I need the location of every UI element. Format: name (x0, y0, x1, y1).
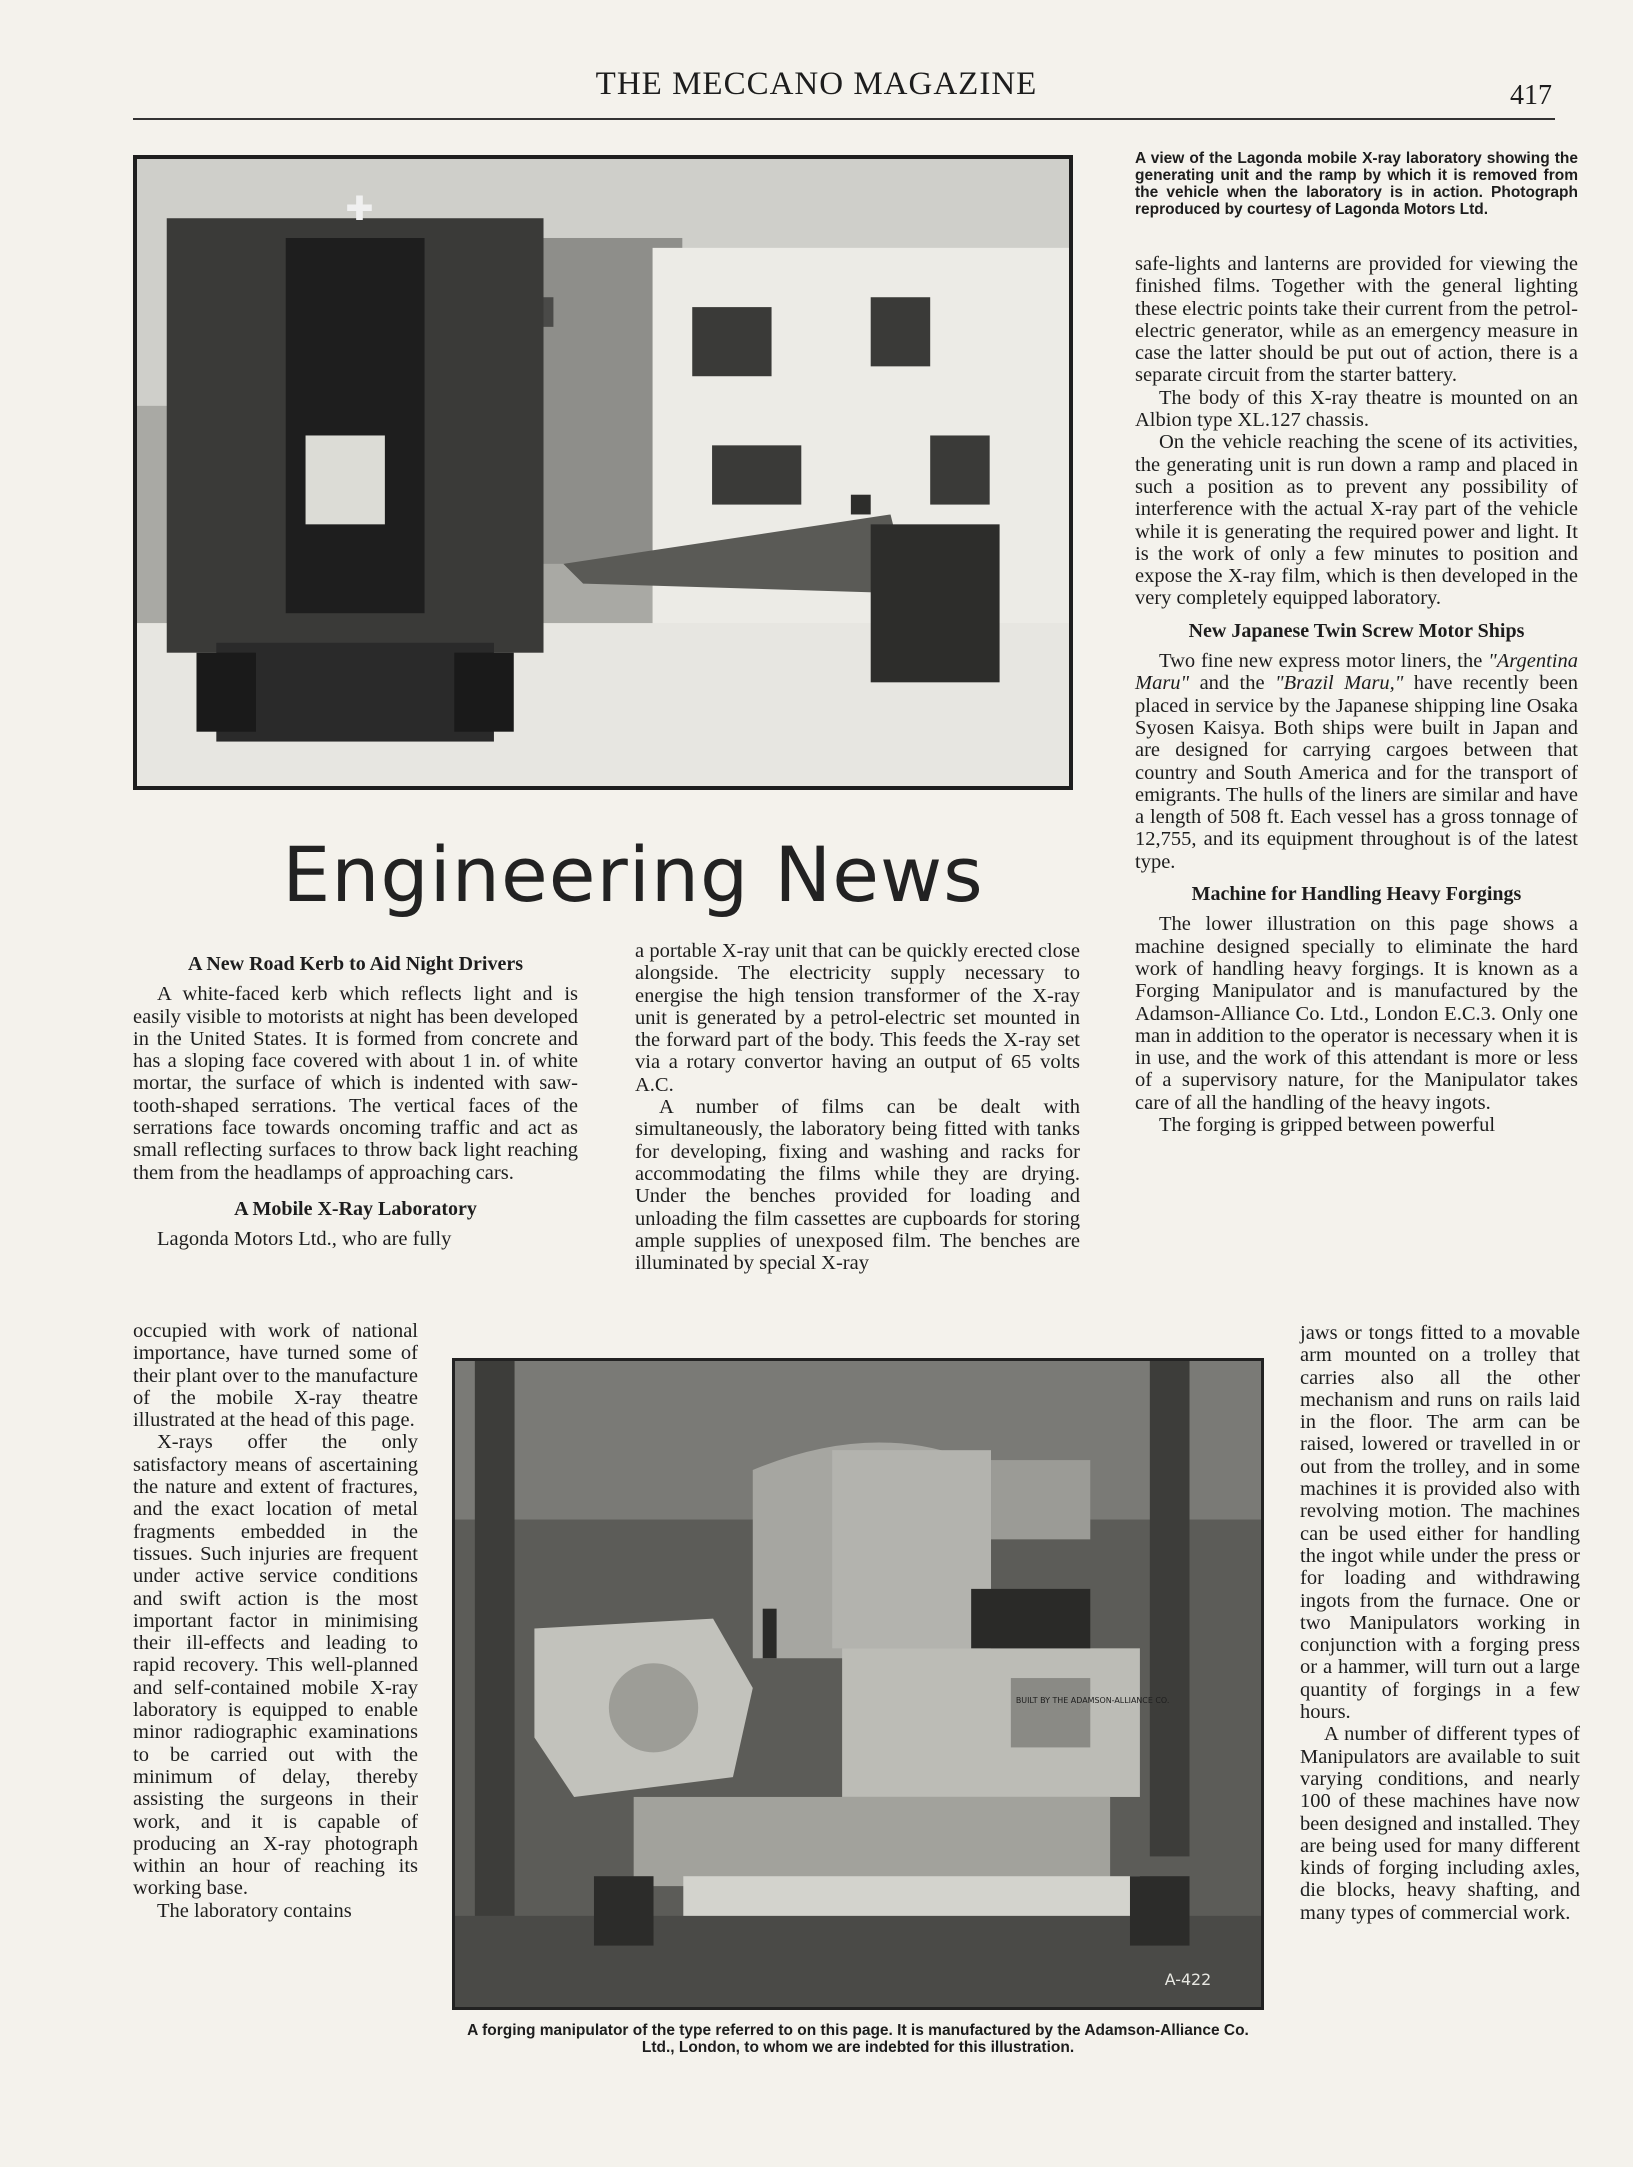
ships-text-a: Two fine new express motor liners, the (1159, 650, 1489, 673)
xray-middle-paragraph-2: A number of films can be dealt with simultaneously, the laboratory being fitted with tanks for developing, fixing and washing and racks for accommodating the films while they are drying. Under the benches provided for loading and unloading the film cassettes are cupboards for storing ample supplies of unexposed film. The benches are illuminated by special X-ray (635, 1096, 1080, 1275)
forgings-paragraph-3: A number of different types of Manipulators are available to suit varying conditions, and nearly 100 of these machines have now been designed and installed. They are being used for many different kinds of forging including axles, die blocks, heavy shafting, and many types of commercial work. (1300, 1723, 1580, 1924)
xray-middle-paragraph-1: a portable X-ray unit that can be quickly erected close alongside. The electricity supply necessary to energise the high tension transformer of the X-ray unit is generated by a petrol-electric set mounted in the forward part of the body. This feeds the X-ray set via a rotary convertor having an output of 65 volts A.C. (635, 940, 1080, 1096)
page-header-title: THE MECCANO MAGAZINE (595, 66, 1038, 102)
xray-paragraph-first-line: Lagonda Motors Ltd., who are fully (157, 1228, 452, 1251)
photo-plate-label: A-422 (1164, 1970, 1212, 1990)
ship-name-brazil: "Brazil Maru," (1275, 672, 1404, 695)
xray-heading: A Mobile X-Ray Laboratory (234, 1197, 477, 1220)
xray-paragraph-1-rest: occupied with work of national importance, have turned some of their plant over to the manufacture of the mobile X-ray theatre illustrated at the head of this page. (133, 1320, 418, 1432)
xray-right-paragraph-3: On the vehicle reaching the scene of its activities, the generating unit is run down a ramp and placed in such a position as to prevent any possibility of interference with the actual X-ray part of the vehicle while it is generating the required power and light. It is the work of only a few minutes to position and expose the X-ray film, which is then developed in the very completely equipped laboratory. (1135, 431, 1578, 610)
ships-heading: New Japanese Twin Screw Motor Ships (1188, 619, 1525, 642)
middle-column (635, 940, 1080, 1274)
bottom-photo-caption: A forging manipulator of the type referred to on this page. It is manufactured by the Adamson-Alliance Co. Ltd., London, to whom we are indebted for this illustration. (467, 2022, 1249, 2056)
ships-text-b: and the (1189, 672, 1275, 695)
page-number: 417 (1510, 80, 1552, 111)
ships-text-c: have recently been placed in service by the Japanese shipping line Osaka Syosen Kaisya. Both ships were built in Japan and are designed for carrying cargoes between that country and South America and for the transport of emigrants. The hulls of the liners are similar and have a length of 508 ft. Each vessel has a gross tonnage of 12,755, and its equipment throughout is of the latest type. (1135, 672, 1578, 873)
ship-name-argentina: "Argentina Maru" (1135, 650, 1578, 695)
right-narrow-column (1300, 1322, 1580, 1924)
forging-manipulator-photo (452, 1358, 1264, 2010)
xray-right-paragraph-2: The body of this X-ray theatre is mounted on an Albion type XL.127 chassis. (1135, 386, 1578, 432)
ships-paragraph (1135, 650, 1578, 873)
forgings-paragraph-1: The lower illustration on this page shows a machine designed specially to eliminate the hard work of handling heavy forgings. It is known as a Forging Manipulator and is manufactured by the Adamson-Alliance Co. Ltd., London E.C.3. Only one man in addition to the operator is necessary when it is in use, and the work of this attendant is more or less of a supervisory nature, for the Manipulator takes care of all the handling of the heavy ingots. (1135, 913, 1578, 1114)
header-rule (133, 118, 1555, 120)
section-title: Engineering News (282, 830, 984, 919)
kerb-heading: A New Road Kerb to Aid Night Drivers (188, 953, 523, 975)
right-column (1135, 253, 1578, 1136)
xray-paragraph-3: The laboratory contains (157, 1899, 352, 1922)
xray-paragraph-2: X-rays offer the only satisfactory means of ascertaining the nature and extent of fractures, and the exact location of metal fragments embedded in the tissues. Such injuries are frequent under active service conditions and swift action is the most important factor in minimising their ill-effects and leading to rapid recovery. This well-planned and self-contained mobile X-ray laboratory is equipped to enable minor radiographic examinations to be carried out with the minimum of delay, thereby assisting the surgeons in their work, and it is capable of producing an X-ray photograph within an hour of reaching its working base. (133, 1431, 418, 1900)
forgings-paragraph-2-rest: jaws or tongs fitted to a movable arm mounted on a trolley that carries also all the other mechanism and runs on rails laid in the floor. The arm can be raised, lowered or travelled in or out from the trolley, and in some machines it is provided also with revolving motion. The machines can be used either for handling the ingot while under the press or for loading and withdrawing ingots from the furnace. One or two Manipulators working in conjunction with a forging press or a hammer, will turn out a large quantity of forgings in a few hours. (1300, 1322, 1580, 1724)
top-photo-caption: A view of the Lagonda mobile X-ray laboratory showing the generating unit and the ramp by which it is removed from the vehicle when the laboratory is in action. Photograph reproduced by courtesy of Lagonda Motors Ltd. (1135, 150, 1578, 218)
machine-nameplate: BUILT BY THE ADAMSON-ALLIANCE CO. (1015, 1695, 1170, 1705)
forgings-heading: Machine for Handling Heavy Forgings (1191, 883, 1522, 906)
svg-text:✚: ✚ (345, 189, 374, 229)
kerb-paragraph: A white-faced kerb which reflects light and is easily visible to motorists at night has been developed in the United States. It is formed from concrete and has a sloping face covered with about 1 in. of white mortar, the surface of which is indented with saw-tooth-shaped serrations. The vertical faces of the serrations face towards oncoming traffic and act as small reflecting surfaces to throw back light reaching them from the headlamps of approaching cars. (133, 983, 578, 1184)
left-column (133, 947, 578, 1251)
xray-right-paragraph-1: safe-lights and lanterns are provided for viewing the finished films. Together with the general lighting these electric points take their current from the petrol-electric generator, while as an emergency measure in case the latter should be put out of action, there is a separate circuit from the starter battery. (1135, 253, 1578, 387)
forgings-paragraph-2-first-line: The forging is gripped between powerful (1159, 1113, 1496, 1136)
left-narrow-column (133, 1320, 418, 1922)
xray-laboratory-photo (133, 155, 1073, 790)
